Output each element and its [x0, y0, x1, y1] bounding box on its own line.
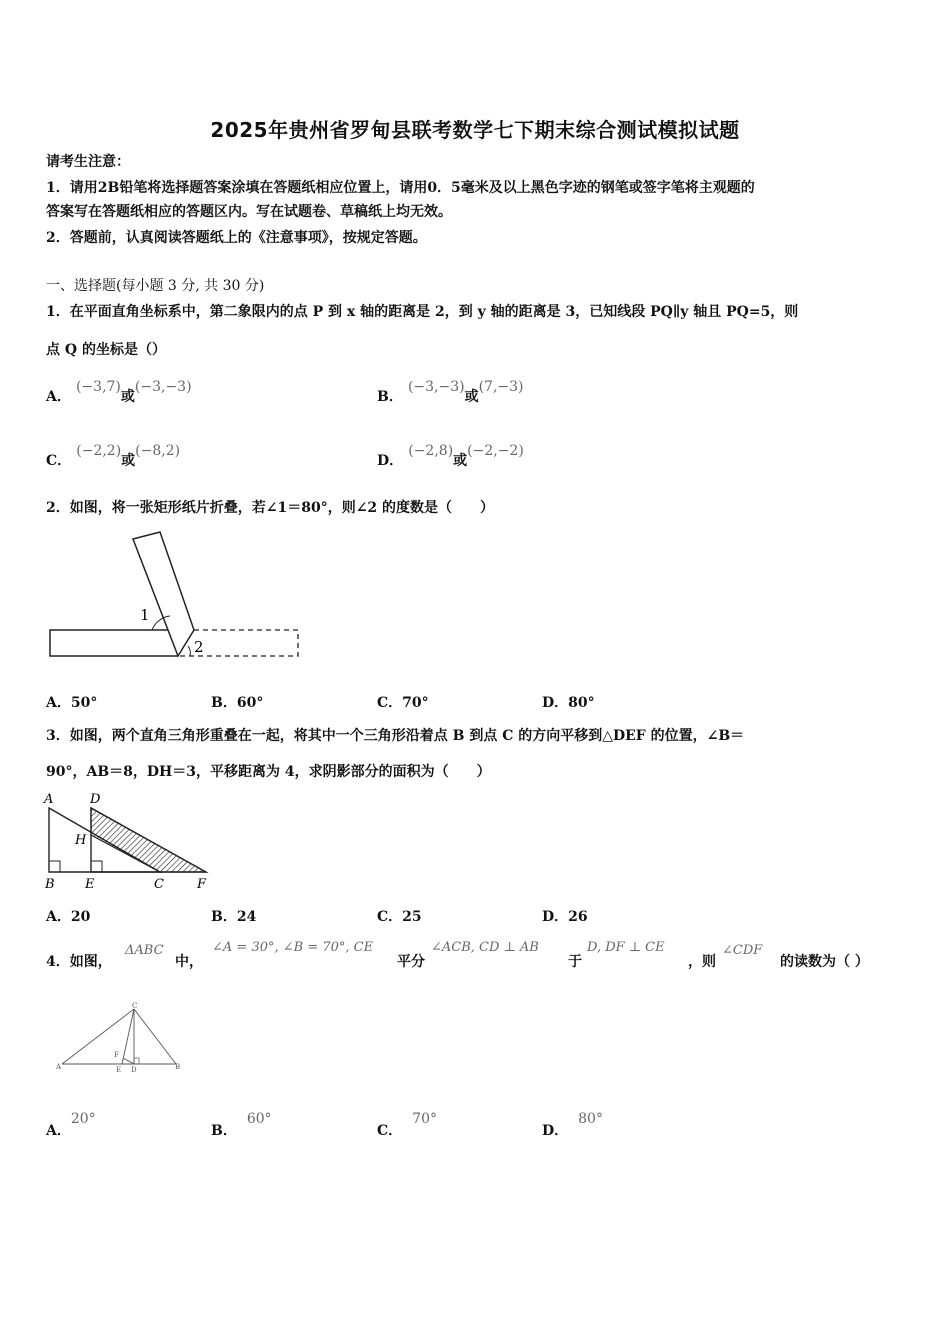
option-value: 20° [70, 1111, 96, 1127]
label-a: A [56, 1063, 62, 1071]
q4-option-d[interactable] [542, 1108, 603, 1139]
option-math-2: (7,−3) [478, 379, 524, 395]
q4-stem-m1: ΔABC [125, 943, 164, 958]
option-math-1: (−3,−3) [407, 379, 465, 395]
right-angle-b [49, 861, 60, 872]
q2-option-d[interactable] [542, 692, 595, 712]
option-label: A． [46, 695, 71, 711]
angle-2-arc [188, 646, 190, 656]
q2-option-a[interactable] [46, 692, 97, 712]
label-b: B [175, 1063, 181, 1071]
notice-heading: 请考生注意： [46, 154, 130, 170]
label-h: H [75, 833, 87, 848]
q4-option-c[interactable] [377, 1108, 437, 1139]
label-f: F [197, 877, 207, 892]
q1-option-a[interactable] [46, 379, 192, 405]
option-value: 70° [412, 1111, 437, 1127]
option-or: 或 [120, 389, 135, 405]
option-label: A． [46, 909, 71, 925]
q4-stem-p2: 中， [175, 954, 203, 970]
segment-df [123, 1058, 134, 1064]
option-label: B． [377, 389, 403, 405]
option-math-1: (−2,8) [408, 443, 454, 459]
q3-option-a[interactable] [46, 906, 90, 926]
label-c: C [154, 877, 164, 892]
option-value: 60° [236, 695, 264, 711]
page-title: 2025年贵州省罗甸县联考数学七下期末综合测试模拟试题 [210, 118, 740, 142]
q4-stem-p6: 的读数为（ ） [780, 954, 869, 970]
label-d: D [131, 1066, 137, 1074]
q4-option-b[interactable] [211, 1108, 272, 1139]
option-label: B． [211, 1123, 237, 1139]
q4-stem-m5: ∠CDF [722, 943, 763, 958]
option-or: 或 [121, 453, 136, 469]
label-c: C [132, 1002, 138, 1010]
q1-option-c[interactable] [46, 443, 181, 469]
angle-2-label: 2 [194, 638, 204, 656]
option-label: C． [377, 909, 403, 925]
label-e: E [116, 1066, 122, 1074]
q3-figure [40, 788, 220, 892]
side-ac [62, 1009, 134, 1064]
q4-stem-p5: ，则 [688, 954, 716, 970]
option-value: 60° [246, 1111, 272, 1127]
folded-piece [133, 532, 194, 656]
option-label: D． [377, 453, 404, 469]
option-value: 80° [578, 1111, 603, 1127]
q1-option-b[interactable] [377, 379, 524, 405]
option-value: 50° [70, 695, 98, 711]
option-value: 20 [70, 909, 91, 925]
option-math-1: (−3,7) [75, 379, 121, 395]
notice-line-1: 1．请用2B铅笔将选择题答案涂填在答题纸相应位置上，请用0．5毫米及以上黑色字迹的钢笔或签字笔将主观题的 [46, 180, 755, 196]
right-angle-e [91, 861, 102, 872]
option-value: 26 [568, 909, 588, 925]
q2-figure [40, 528, 310, 668]
option-label: D． [542, 695, 569, 711]
right-angle-d [134, 1058, 139, 1064]
option-label: B． [211, 695, 237, 711]
q3-option-c[interactable] [377, 906, 422, 926]
label-e: E [85, 877, 95, 892]
option-or: 或 [464, 389, 479, 405]
option-label: B． [211, 909, 237, 925]
section-heading: 一、选择题(每小题 3 分, 共 30 分) [46, 278, 265, 294]
option-label: D． [542, 1123, 569, 1139]
option-math-2: (−2,−2) [467, 443, 524, 459]
option-label: A． [46, 389, 71, 405]
q4-stem-m2: ∠A = 30°, ∠B = 70°, CE [212, 940, 374, 955]
option-value: 70° [402, 695, 429, 711]
side-cb [134, 1009, 176, 1064]
q3-option-b[interactable] [211, 906, 256, 926]
q2-stem: 2．如图，将一张矩形纸片折叠，若∠1＝80°，则∠2 的度数是（ ） [46, 500, 495, 516]
notice-line-2: 2．答题前，认真阅读答题纸上的《注意事项》，按规定答题。 [46, 230, 427, 246]
label-f: F [114, 1051, 119, 1059]
q1-option-d[interactable] [377, 443, 524, 469]
option-math-1: (−2,2) [76, 443, 122, 459]
q1-stem-line1: 1．在平面直角坐标系中，第二象限内的点 P 到 x 轴的距离是 2，到 y 轴的距离是 3，已知线段 PQ∥y 轴且 PQ=5，则 [46, 304, 799, 320]
label-a: A [44, 792, 54, 807]
q3-option-d[interactable] [542, 906, 588, 926]
q1-stem-line2: 点 Q 的坐标是（） [46, 342, 166, 358]
q4-stem-m3: ∠ACB, CD ⊥ AB [431, 940, 539, 955]
q2-option-b[interactable] [211, 692, 263, 712]
q4-option-a[interactable] [46, 1108, 96, 1139]
option-value: 24 [236, 909, 257, 925]
option-math-2: (−3,−3) [134, 379, 192, 395]
option-or: 或 [453, 453, 468, 469]
label-b: B [45, 877, 55, 892]
option-math-2: (−8,2) [135, 443, 181, 459]
notice-line-1b: 答案写在答题纸相应的答题区内。写在试题卷、草稿纸上均无效。 [46, 204, 452, 220]
q4-stem-p4: 于 [568, 954, 582, 970]
q3-stem-line1: 3．如图，两个直角三角形重叠在一起，将其中一个三角形沿着点 B 到点 C 的方向平移到△DEF 的位置，∠B＝ [46, 728, 745, 744]
label-d: D [90, 792, 101, 807]
q4-figure [50, 1000, 190, 1076]
option-label: C． [377, 1123, 403, 1139]
option-label: C． [46, 453, 72, 469]
option-value: 25 [402, 909, 422, 925]
option-value: 80° [568, 695, 595, 711]
option-label: D． [542, 909, 569, 925]
q2-option-c[interactable] [377, 692, 429, 712]
q3-stem-line2: 90°，AB＝8，DH＝3，平移距离为 4，求阴影部分的面积为（ ） [46, 764, 491, 780]
q4-stem-p3: 平分 [397, 954, 425, 970]
q4-stem-m4: D, DF ⊥ CE [587, 940, 665, 955]
q4-stem-p1: 4．如图， [46, 954, 112, 970]
angle-1-label: 1 [140, 606, 150, 624]
option-label: A． [46, 1123, 71, 1139]
option-label: C． [377, 695, 403, 711]
